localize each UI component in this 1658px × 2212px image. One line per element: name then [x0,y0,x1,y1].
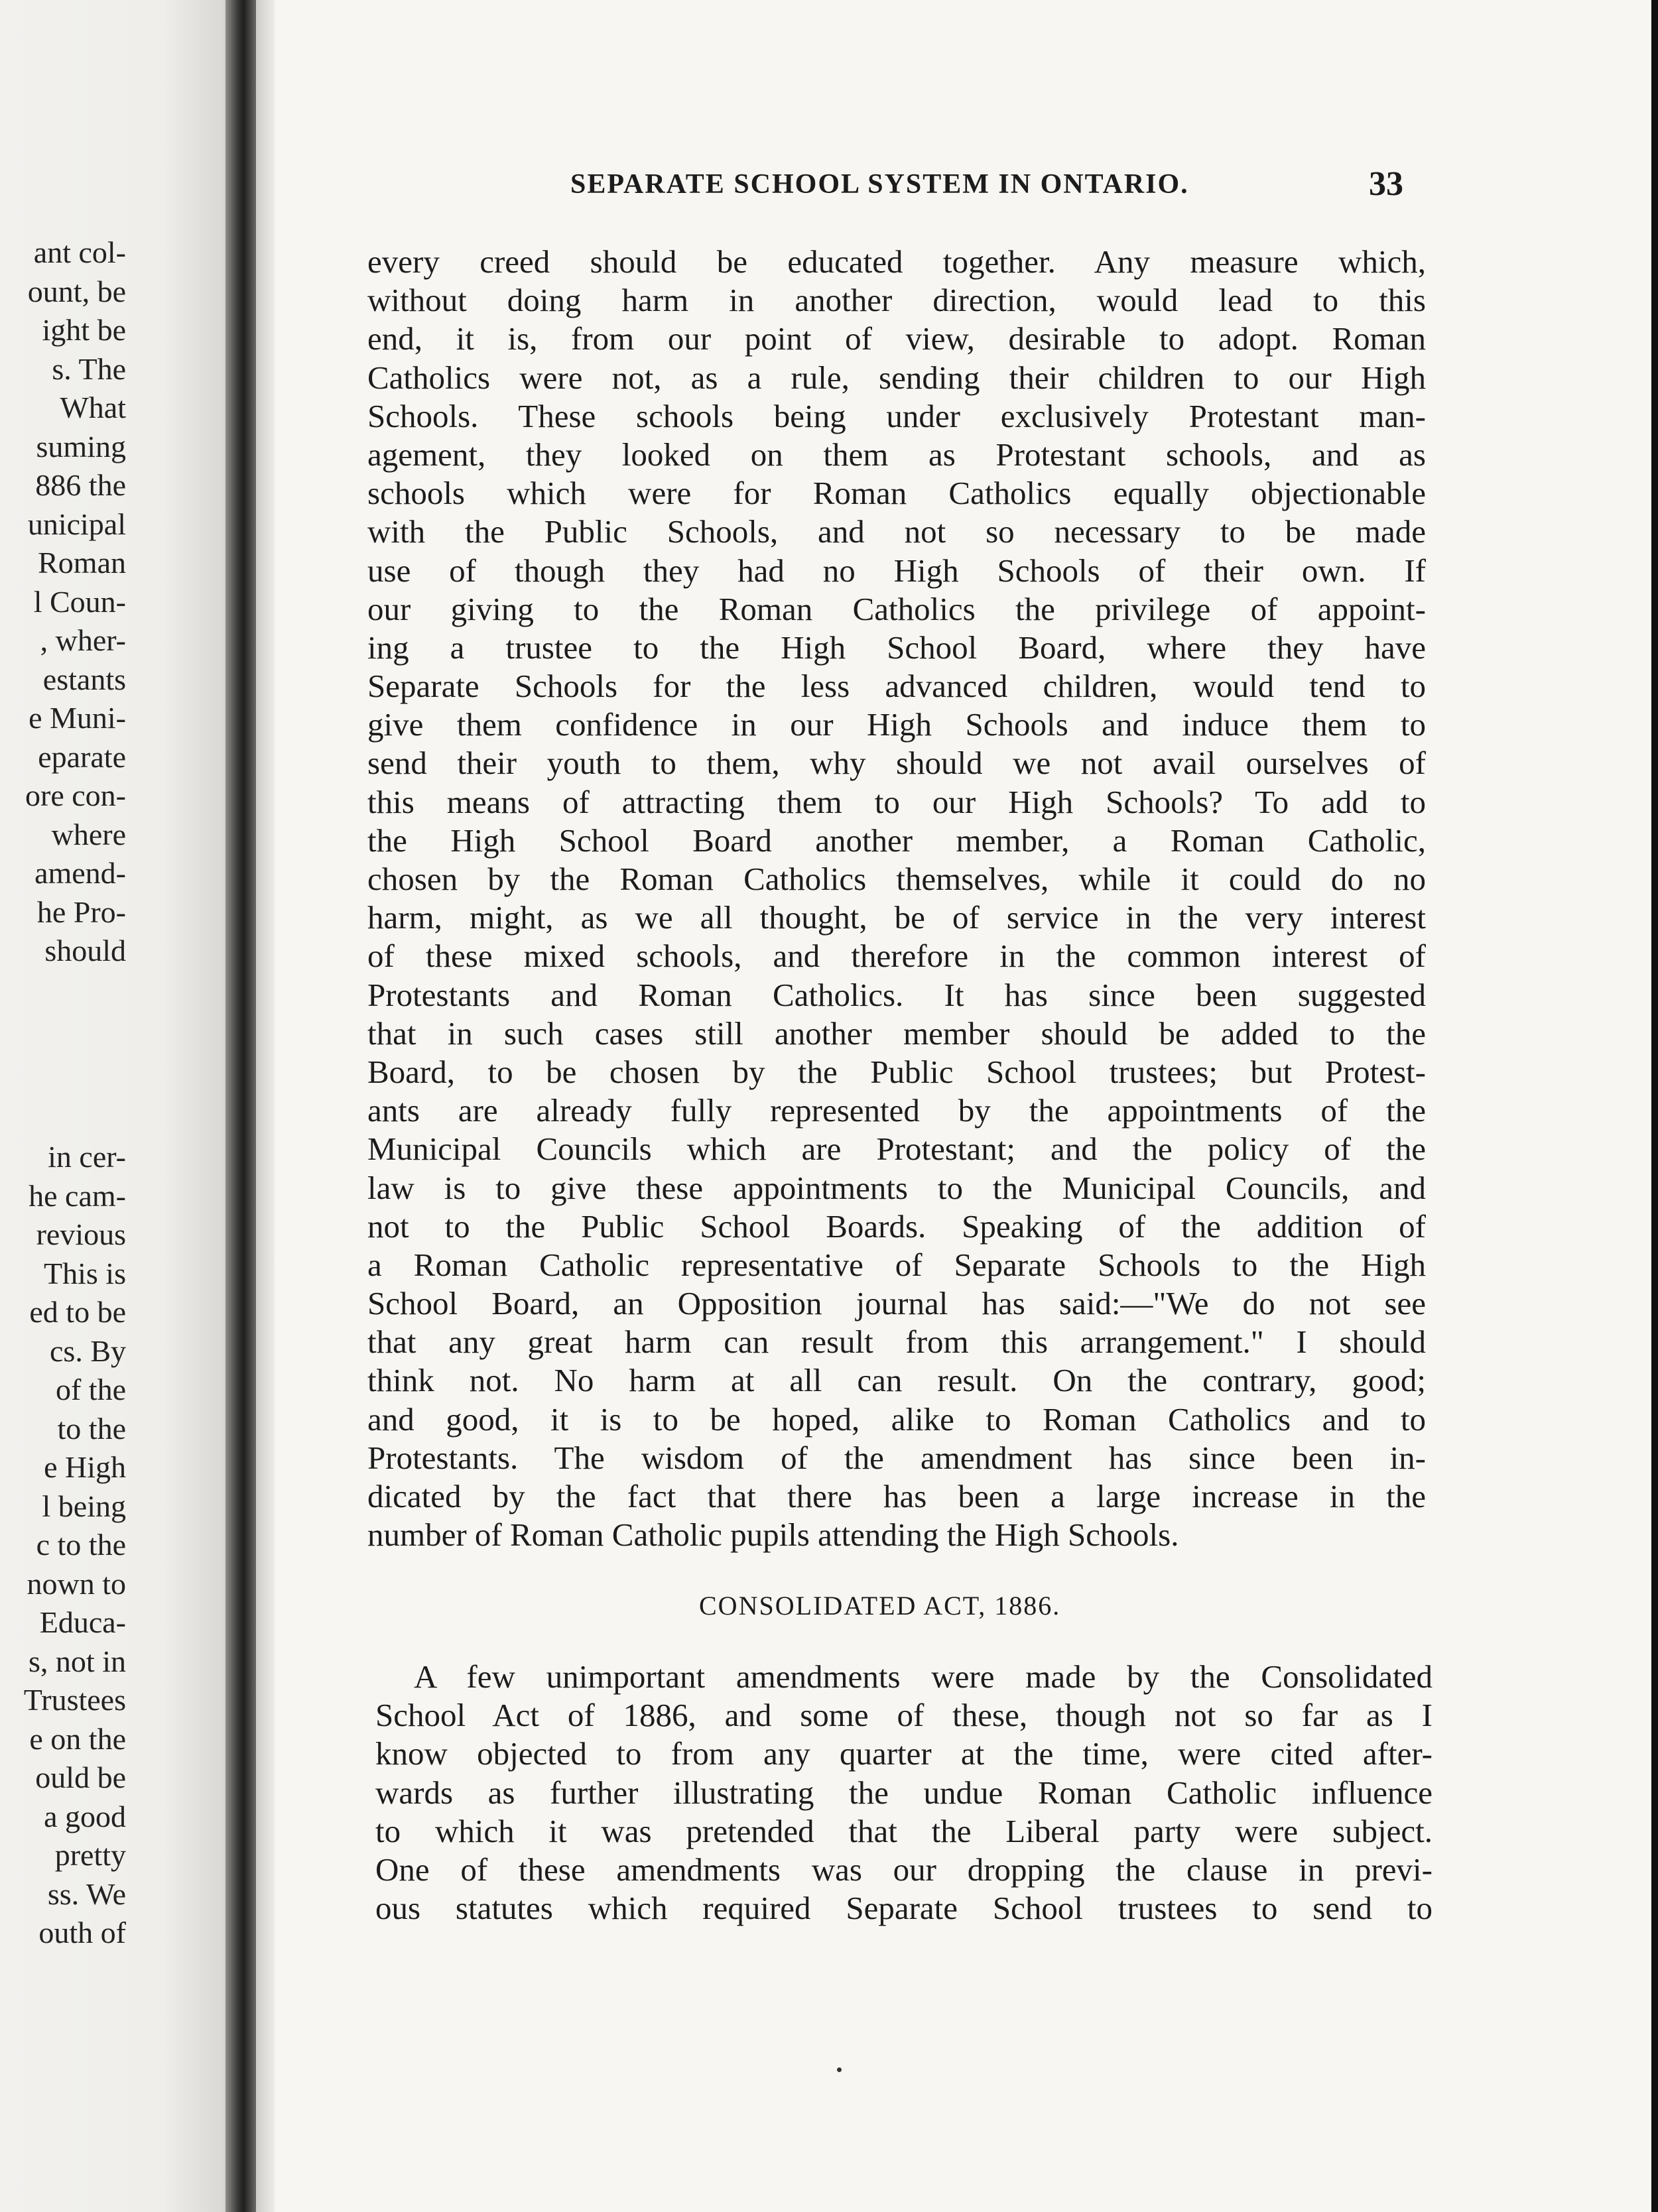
text-line: think not. No harm at all can result. On the contrary, good; [367,1362,1426,1399]
left-page-edge [0,0,232,2212]
left-page-fragment: estants [42,662,126,696]
text-line: not to the Public School Boards. Speaking of the addition of [367,1207,1426,1245]
left-page-fragment: nown to [27,1566,126,1601]
text-line: every creed should be educated together. Any measure which, [367,243,1426,280]
text-line: our giving to the Roman Catholics the privilege of appoint- [367,590,1426,627]
left-page-fragment: he Pro- [36,894,126,929]
text-line: Protestants. The wisdom of the amendment has since been in- [367,1439,1426,1476]
text-line: of these mixed schools, and therefore in the common interest of [367,938,1426,975]
left-page-fragment: What [60,391,126,424]
text-line: ous statutes which required Separate School trustees to send to [375,1890,1433,1927]
left-page-fragment: ss. We [47,1876,126,1911]
text-line: Schools. These schools being under exclusively Protestant man- [367,397,1426,434]
left-page-fragment: ount, be [27,274,126,308]
text-line: schools which were for Roman Catholics equally objectionable [367,475,1426,512]
left-page-fragment: eparate [38,739,126,774]
left-page-fragment: a good [44,1799,126,1833]
text-line: send their youth to them, why should we not avail ourselves of [367,745,1426,782]
left-page-fragment: where [51,817,126,851]
text-line: ing a trustee to the High School Board, where they have [367,629,1426,666]
paragraph-2 [375,1658,1433,1928]
text-line: to which it was pretended that the Liberal party were subject. [375,1812,1433,1849]
text-line: Protestants and Roman Catholics. It has since been suggested [367,976,1426,1013]
text-line: School Act of 1886, and some of these, though not so far as I [375,1697,1433,1734]
text-line: give them confidence in our High Schools and induce them to [367,706,1426,743]
left-page-fragment: Educa- [39,1605,126,1639]
text-line: harm, might, as we all thought, be of service in the very interest [367,899,1426,936]
text-line: know objected to from any quarter at the time, were cited after- [375,1735,1433,1772]
text-line: the High School Board another member, a Roman Catholic, [367,822,1426,859]
left-page-fragment: , wher- [40,623,126,657]
text-line: and good, it is to be hoped, alike to Roman Catholics and to [367,1400,1426,1438]
left-page-fragment: Trustees [23,1683,126,1717]
text-line: Municipal Councils which are Protestant; and the policy of the [367,1131,1426,1168]
scan-speck [837,2067,842,2072]
left-page-fragment: unicipal [27,507,126,541]
text-line: Catholics were not, as a rule, sending their children to our High [367,359,1426,396]
left-page-fragment: e Muni- [29,701,126,735]
left-page-fragment: This is [44,1256,126,1290]
gutter-highlight [256,0,275,2212]
text-line: agement, they looked on them as Protestant schools, and as [367,436,1426,473]
text-line: without doing harm in another direction, would lead to this [367,282,1426,319]
text-line: end, it is, from our point of view, desirable to adopt. Roman [367,320,1426,357]
text-line: School Board, an Opposition journal has said:—"We do not see [367,1285,1426,1322]
left-page-fragment: Roman [38,546,126,580]
text-line: dicated by the fact that there has been a large increase in the [367,1478,1426,1514]
text-line: wards as further illustrating the undue Roman Catholic influence [375,1774,1433,1811]
page-edge-border [1651,0,1658,2212]
left-page-fragment: to the [57,1411,126,1445]
text-line: that in such cases still another member should be added to the [367,1014,1426,1052]
left-page-fragment: e on the [29,1721,126,1756]
text-line: law is to give these appointments to the Municipal Councils, and [367,1169,1426,1206]
running-title: SEPARATE SCHOOL SYSTEM IN ONTARIO. [570,169,1189,200]
text-line: a Roman Catholic representative of Separate Schools to the High [367,1246,1426,1283]
book-gutter [225,0,256,2212]
left-page-fragment: should [44,934,126,967]
left-page-fragment: l Coun- [33,584,126,619]
left-page-fragment: revious [36,1217,126,1251]
text-line: that any great harm can result from this arrangement." I should [367,1323,1426,1361]
left-page-fragment: ed to be [29,1295,126,1329]
page-number: 33 [1369,165,1403,203]
left-page-fragment: pretty [54,1838,126,1872]
left-page-fragment: s, not in [29,1644,126,1678]
text-line: A few unimportant amendments were made by the Consolidated [414,1658,1433,1695]
left-page-fragment: ant col- [33,235,126,269]
text-line: Board, to be chosen by the Public School trustees; but Protest- [367,1053,1426,1090]
section-heading: CONSOLIDATED ACT, 1886. [699,1591,1061,1621]
text-line: use of though they had no High Schools of their own. If [367,552,1426,589]
left-page-fragment: of the [55,1373,126,1406]
left-page-fragment: suming [36,429,126,463]
left-page-fragment: e High [44,1450,126,1484]
text-line: One of these amendments was our dropping the clause in previ- [375,1851,1433,1888]
left-page-fragment: amend- [34,856,126,890]
left-page-fragment: outh of [38,1916,126,1949]
text-line: this means of attracting them to our High Schools? To add to [367,783,1426,820]
left-page-fragment: ight be [42,313,126,347]
text-line: Separate Schools for the less advanced children, would tend to [367,668,1426,705]
text-line: chosen by the Roman Catholics themselves, while it could do no [367,861,1426,897]
text-line: with the Public Schools, and not so necessary to be made [367,513,1426,550]
left-page-fragment: c to the [36,1528,126,1562]
left-page-fragment: ould be [35,1760,126,1794]
left-page-fragment: in cer- [48,1140,126,1174]
left-page-fragment: ore con- [25,778,126,812]
text-line: ants are already fully represented by the appointments of the [367,1092,1426,1129]
left-page-fragment: s. The [52,351,126,386]
left-page-fragment: l being [42,1489,126,1523]
left-page-fragment: 886 the [35,468,126,502]
left-page-fragment: cs. By [50,1333,126,1368]
paragraph-1 [367,243,1426,1554]
left-page-fragment: he cam- [29,1178,126,1213]
text-line: number of Roman Catholic pupils attending the High Schools. [367,1516,1179,1554]
